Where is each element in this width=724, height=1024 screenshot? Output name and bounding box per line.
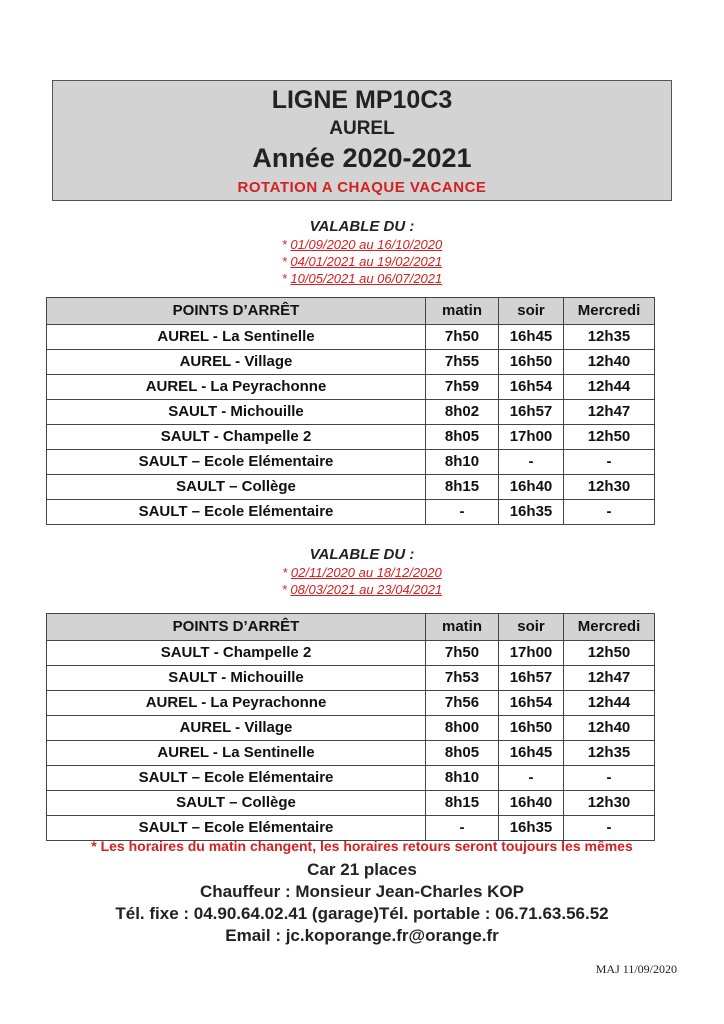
table-row	[47, 450, 655, 475]
wednesday-time: 12h40	[564, 350, 655, 375]
wednesday-time: 12h50	[564, 641, 655, 666]
table-row	[47, 375, 655, 400]
morning-schedule-note: * Les horaires du matin changent, les horaires retours seront toujours les mêmes	[91, 838, 633, 854]
wednesday-time: 12h44	[564, 691, 655, 716]
phone-numbers: Tél. fixe : 04.90.64.02.41 (garage)Tél. portable : 06.71.63.56.52	[115, 904, 609, 923]
schedule-table-1	[46, 297, 655, 525]
evening-time: 16h40	[499, 791, 564, 816]
validity-block-2	[0, 545, 724, 598]
validity-label: VALABLE DU :	[309, 546, 415, 563]
update-date: MAJ 11/09/2020	[595, 962, 677, 976]
morning-time: 8h05	[426, 741, 499, 766]
table-row	[47, 741, 655, 766]
wednesday-time: 12h35	[564, 325, 655, 350]
table-header-row	[47, 614, 655, 641]
wednesday-time: -	[564, 450, 655, 475]
validity-date: * 02/11/2020 au 18/12/2020	[282, 565, 442, 580]
evening-time: 16h54	[499, 375, 564, 400]
morning-time: 7h56	[426, 691, 499, 716]
table-row	[47, 766, 655, 791]
table-row	[47, 400, 655, 425]
table-row	[47, 816, 655, 841]
stop-name: AUREL - La Peyrachonne	[47, 691, 426, 716]
table-row	[47, 641, 655, 666]
stop-name: SAULT – Ecole Elémentaire	[47, 816, 426, 841]
driver-name: Chauffeur : Monsieur Jean-Charles KOP	[199, 882, 524, 901]
wednesday-time: 12h35	[564, 741, 655, 766]
evening-time: 16h45	[499, 325, 564, 350]
evening-time: 16h45	[499, 741, 564, 766]
header-box	[52, 80, 672, 201]
stop-name: AUREL - La Sentinelle	[47, 325, 426, 350]
line-subtitle: AUREL	[329, 118, 395, 139]
morning-time: 8h02	[426, 400, 499, 425]
evening-time: 16h54	[499, 691, 564, 716]
wednesday-time: 12h50	[564, 425, 655, 450]
wednesday-time: 12h44	[564, 375, 655, 400]
evening-time: 16h40	[499, 475, 564, 500]
col-header-stop: POINTS D’ARRÊT	[47, 298, 426, 325]
table-row	[47, 325, 655, 350]
wednesday-time: -	[564, 500, 655, 525]
col-header-morning: matin	[426, 298, 499, 325]
wednesday-time: 12h40	[564, 716, 655, 741]
evening-time: -	[499, 450, 564, 475]
wednesday-time: 12h47	[564, 400, 655, 425]
col-header-wednesday: Mercredi	[564, 298, 655, 325]
school-year: Année 2020-2021	[252, 143, 472, 173]
wednesday-time: 12h30	[564, 475, 655, 500]
wednesday-time: -	[564, 816, 655, 841]
table-row	[47, 791, 655, 816]
table-row	[47, 500, 655, 525]
wednesday-time: -	[564, 766, 655, 791]
morning-time: -	[426, 500, 499, 525]
line-title: LIGNE MP10C3	[271, 86, 453, 114]
evening-time: 16h50	[499, 350, 564, 375]
schedule-table-2	[46, 613, 655, 841]
morning-time: 7h50	[426, 325, 499, 350]
table-row	[47, 691, 655, 716]
validity-date: * 08/03/2021 au 23/04/2021	[281, 582, 443, 597]
evening-time: 16h35	[499, 500, 564, 525]
col-header-stop: POINTS D’ARRÊT	[47, 614, 426, 641]
wednesday-time: 12h47	[564, 666, 655, 691]
validity-date: * 10/05/2021 au 06/07/2021	[281, 271, 443, 286]
morning-time: 7h55	[426, 350, 499, 375]
col-header-evening: soir	[499, 298, 564, 325]
morning-time: -	[426, 816, 499, 841]
evening-time: 16h35	[499, 816, 564, 841]
stop-name: AUREL - La Sentinelle	[47, 741, 426, 766]
morning-time: 7h59	[426, 375, 499, 400]
morning-time: 8h05	[426, 425, 499, 450]
stop-name: SAULT – Ecole Elémentaire	[47, 500, 426, 525]
validity-date: * 04/01/2021 au 19/02/2021	[281, 254, 443, 269]
morning-time: 8h00	[426, 716, 499, 741]
validity-date: * 01/09/2020 au 16/10/2020	[281, 237, 443, 252]
stop-name: SAULT – Collège	[47, 791, 426, 816]
morning-time: 8h15	[426, 475, 499, 500]
evening-time: 17h00	[499, 641, 564, 666]
stop-name: SAULT – Collège	[47, 475, 426, 500]
stop-name: AUREL - La Peyrachonne	[47, 375, 426, 400]
validity-label: VALABLE DU :	[309, 218, 415, 235]
rotation-notice: ROTATION A CHAQUE VACANCE	[237, 179, 487, 196]
col-header-evening: soir	[499, 614, 564, 641]
stop-name: SAULT - Champelle 2	[47, 425, 426, 450]
evening-time: 17h00	[499, 425, 564, 450]
evening-time: 16h57	[499, 400, 564, 425]
table-row	[47, 716, 655, 741]
validity-block-1	[0, 217, 724, 287]
evening-time: 16h50	[499, 716, 564, 741]
stop-name: AUREL - Village	[47, 716, 426, 741]
table-row	[47, 475, 655, 500]
table-row	[47, 425, 655, 450]
col-header-wednesday: Mercredi	[564, 614, 655, 641]
evening-time: 16h57	[499, 666, 564, 691]
stop-name: SAULT - Michouille	[47, 666, 426, 691]
stop-name: SAULT - Michouille	[47, 400, 426, 425]
table-header-row	[47, 298, 655, 325]
stop-name: SAULT – Ecole Elémentaire	[47, 450, 426, 475]
morning-time: 8h15	[426, 791, 499, 816]
table-row	[47, 350, 655, 375]
bus-capacity: Car 21 places	[307, 860, 417, 879]
col-header-morning: matin	[426, 614, 499, 641]
morning-time: 8h10	[426, 450, 499, 475]
table-row	[47, 666, 655, 691]
stop-name: AUREL - Village	[47, 350, 426, 375]
evening-time: -	[499, 766, 564, 791]
morning-time: 7h50	[426, 641, 499, 666]
morning-time: 7h53	[426, 666, 499, 691]
morning-time: 8h10	[426, 766, 499, 791]
email-address: Email : jc.koporange.fr@orange.fr	[225, 926, 499, 945]
wednesday-time: 12h30	[564, 791, 655, 816]
stop-name: SAULT - Champelle 2	[47, 641, 426, 666]
stop-name: SAULT – Ecole Elémentaire	[47, 766, 426, 791]
